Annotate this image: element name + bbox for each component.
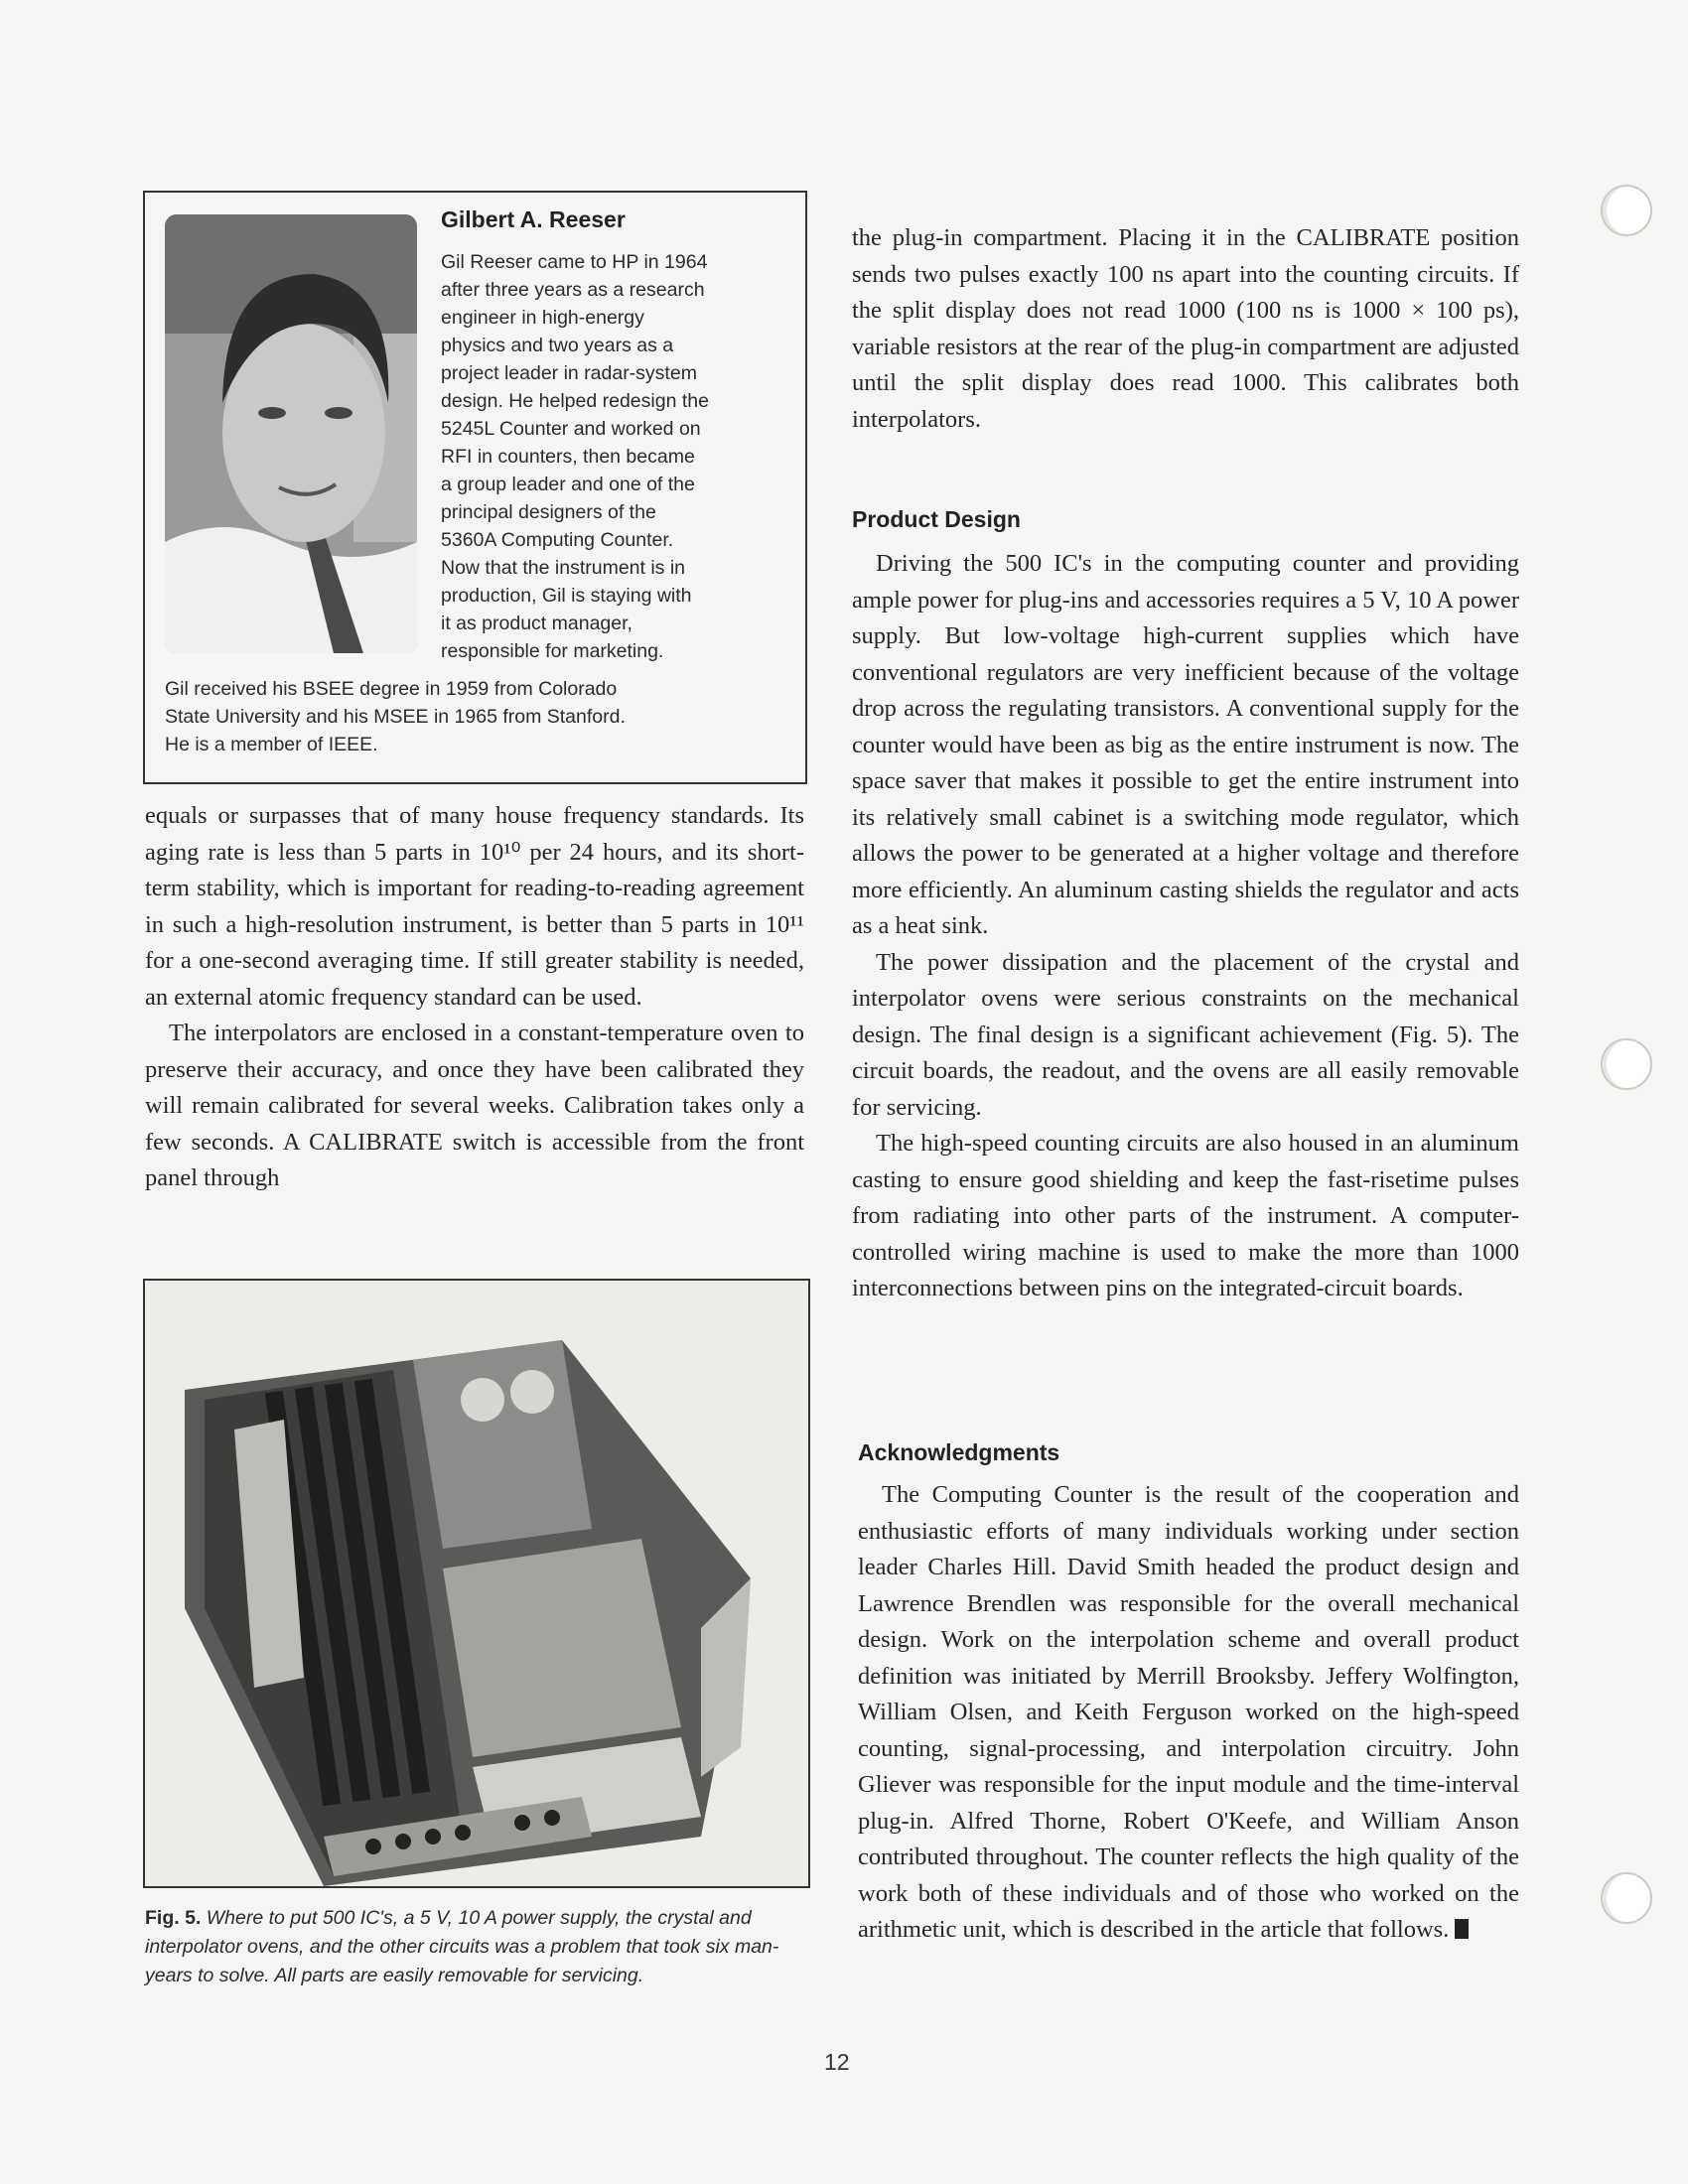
bio-line: principal designers of the (441, 501, 656, 523)
paragraph: Driving the 500 IC's in the computing counter and providing ample power for plug-ins and accessories requires a 5 V, 10 A power supply. But low-voltage high-current supplies which have conventional regulators are very inefficient because of the voltage drop across the regulating transistors. A conventional supply for the counter would have been as big as the entire instrument is now. The space saver that makes it possible to get the entire instrument into its relatively small cabinet is a switching mode regulator, which allows the power to be generated at a higher voltage and therefore more efficiently. An aluminum casting shields the regulator and acts as a heat sink. (852, 550, 1519, 939)
end-of-article-icon (1455, 1919, 1469, 1939)
heading-acknowledgments: Acknowledgments (858, 1439, 1060, 1465)
binder-hole-middle (1601, 1038, 1652, 1090)
bio-line: 5245L Counter and worked on (441, 418, 701, 440)
bio-box (143, 191, 807, 784)
bio-line: 5360A Computing Counter. (441, 529, 674, 551)
figure-photo (143, 1279, 810, 1888)
bio-name: Gilbert A. Reeser (441, 206, 626, 232)
paragraph: equals or surpasses that of many house frequency standards. Its aging rate is less than 5 parts in 10¹⁰ per 24 hours, and its short-term stability, which is important for reading-to-reading agreement in such a high-resolution instrument, is better than 5 parts in 10¹¹ for a one-second averaging time. If still greater stability is needed, an external atomic frequency standard can be used. (145, 802, 804, 1011)
bio-line: State University and his MSEE in 1965 from Stanford. (165, 706, 626, 728)
paragraph: The interpolators are enclosed in a constant-temperature oven to preserve their accuracy, and once they have been calibrated they will remain calibrated for several weeks. Calibration takes only a few seconds. A CALIBRATE switch is accessible from the front panel through (145, 1020, 804, 1191)
right-column-acknowledgments (858, 1477, 1519, 1949)
instrument-photo-image (145, 1281, 808, 1886)
paragraph: The high-speed counting circuits are also housed in an aluminum casting to ensure good shielding and keep the fast-risetime pulses from radiating into other parts of the instrument. A computer-controlled wiring machine is used to make the more than 1000 interconnections between pins on the integrated-circuit boards. (852, 1130, 1519, 1301)
binder-hole-bottom (1601, 1872, 1652, 1924)
bio-line: Now that the instrument is in (441, 557, 686, 579)
bio-line: RFI in counters, then became (441, 446, 695, 468)
bio-line: production, Gil is staying with (441, 585, 692, 607)
acknowledgments-text: The Computing Counter is the result of the cooperation and enthusiastic efforts of many individuals working under section leader Charles Hill. David Smith headed the product design and Lawrence Brendlen was responsible for the overall mechanical design. Work on the interpolation scheme and overall product definition was initiated by Merrill Brooksby. Jeffery Wolfington, William Olsen, and Keith Ferguson worked on the high-speed counting, signal-processing, and interpolation circuitry. John Gliever was responsible for the input module and the time-interval plug-in. Alfred Thorne, Robert O'Keefe, and William Anson contributed throughout. The counter reflects the high quality of the work both of these individuals and of those who worked on the arithmetic unit, which is described in the article that follows. (858, 1481, 1519, 1943)
bio-line: physics and two years as a (441, 335, 674, 356)
bio-line: it as product manager, (441, 613, 633, 634)
bio-line: after three years as a research (441, 279, 705, 301)
paragraph: The power dissipation and the placement of the crystal and interpolator ovens were serious constraints on the mechanical design. The final design is a significant achievement (Fig. 5). The circuit boards, the readout, and the ovens are all easily removable for servicing. (852, 948, 1519, 1121)
figure-caption (145, 1904, 810, 1990)
paragraph-acknowledgments (858, 1477, 1519, 1949)
bio-line: engineer in high-energy (441, 307, 644, 329)
heading-product-design: Product Design (852, 506, 1021, 532)
page-number: 12 (824, 2049, 850, 2075)
bio-line: Gil Reeser came to HP in 1964 (441, 251, 708, 273)
bio-line: a group leader and one of the (441, 474, 695, 495)
figure-label: Fig. 5. (145, 1907, 202, 1929)
paragraph: the plug-in compartment. Placing it in the CALIBRATE position sends two pulses exactly 100 ns apart into the counting circuits. If the split display does not read 1000 (100 ns is 1000 × 100 ps), variable resistors at the rear of the plug-in compartment are adjusted until the split display does read 1000. This calibrates both interpolators. (852, 224, 1519, 433)
author-photo-image (165, 214, 417, 653)
bio-text-education (165, 675, 790, 758)
bio-line: Gil received his BSEE degree in 1959 from Colorado (165, 678, 618, 700)
author-photo (165, 214, 417, 653)
right-column-intro (852, 220, 1519, 438)
bio-line: He is a member of IEEE. (165, 734, 378, 755)
bio-line: project leader in radar-system (441, 362, 697, 384)
left-column (145, 798, 804, 1197)
binder-hole-top (1601, 185, 1652, 236)
figure-caption-text: Where to put 500 IC's, a 5 V, 10 A power supply, the crystal and interpolator ovens, and the other circuits was a problem that took six man-years to solve. All parts are easily removable for servicing. (145, 1907, 779, 1986)
bio-line: design. He helped redesign the (441, 390, 709, 412)
bio-text (441, 248, 798, 665)
right-column-product-design (852, 546, 1519, 1307)
bio-line: responsible for marketing. (441, 640, 664, 662)
